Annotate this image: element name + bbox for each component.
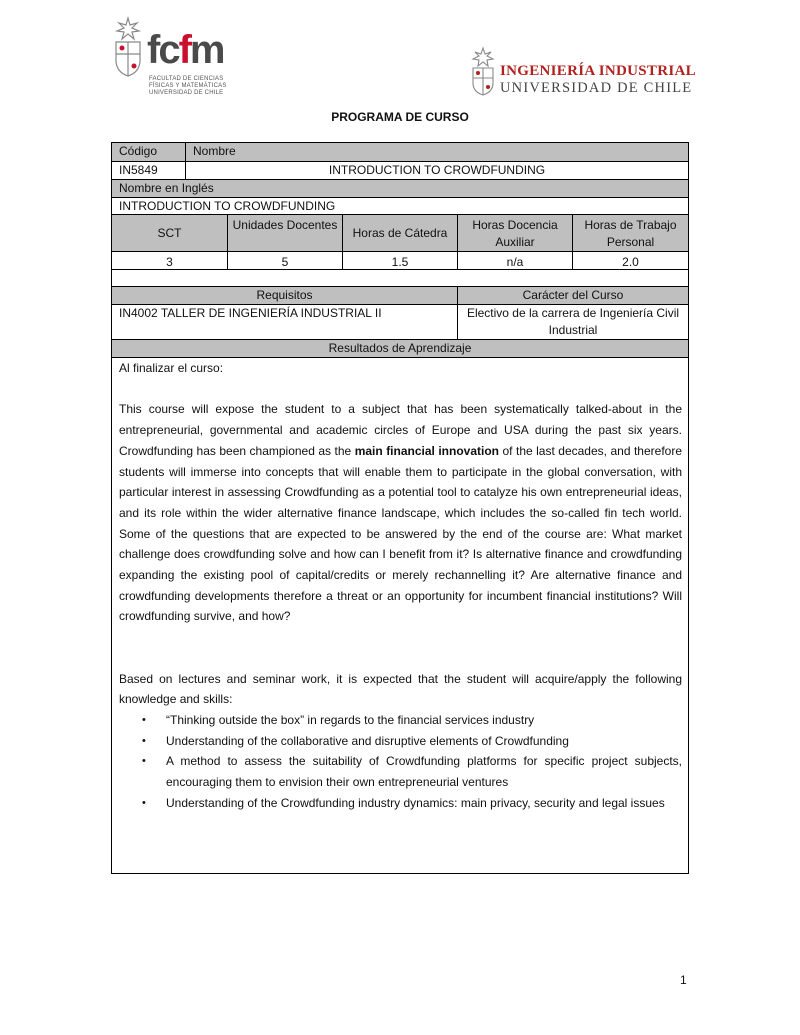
grid-line bbox=[112, 339, 688, 340]
grid-line bbox=[572, 214, 573, 269]
credits-value-personal: 2.0 bbox=[622, 255, 639, 269]
credits-value-auxiliar: n/a bbox=[506, 255, 524, 269]
logo-line-1: INGENIERÍA INDUSTRIAL bbox=[500, 63, 696, 79]
learning-outcomes-label: Resultados de Aprendizaje bbox=[112, 340, 688, 357]
requirements-value: IN4002 TALLER DE INGENIERÍA INDUSTRIAL II bbox=[119, 306, 382, 320]
fcfm-subtitle bbox=[149, 76, 244, 97]
grid-line bbox=[112, 286, 688, 287]
credits-header-sct: SCT bbox=[157, 226, 182, 240]
list-item-text: A method to assess the suitability of Crowdfunding platforms for specific project subjects, encouraging them to envision their own entrepreneurial ventures bbox=[166, 754, 682, 790]
name-label: Nombre bbox=[193, 144, 236, 158]
grid-line bbox=[342, 214, 343, 269]
fcfm-subtitle-line: FÍSICAS Y MATEMÁTICAS bbox=[149, 83, 227, 89]
grid-line bbox=[227, 214, 228, 269]
list-item-text: “Thinking outside the box” in regards to the financial services industry bbox=[166, 712, 535, 727]
grid-line bbox=[112, 269, 688, 270]
credits-header-unidades: Unidades Docentes bbox=[232, 218, 338, 232]
spacer bbox=[119, 379, 682, 400]
description-part: This course will expose the student to a subject that has been systematically talked-about in the entrepreneurial, governmental and academic circles of Europe and USA during the past six years. Crowdfunding has been championed as the bbox=[119, 402, 682, 458]
page-number: 1 bbox=[680, 973, 687, 987]
grid-line bbox=[112, 197, 688, 198]
bullet-icon: • bbox=[142, 713, 146, 726]
course-name: INTRODUCTION TO CROWDFUNDING bbox=[328, 163, 546, 177]
character-label: Carácter del Curso bbox=[458, 287, 688, 304]
grid-line bbox=[112, 304, 688, 305]
learning-outcomes-body bbox=[119, 358, 682, 813]
list-item-text: Understanding of the collaborative and disruptive elements of Crowdfunding bbox=[166, 733, 569, 748]
fcfm-logo bbox=[112, 16, 237, 98]
university-crest-icon bbox=[470, 46, 496, 96]
skills-list bbox=[119, 710, 682, 814]
grid-line bbox=[112, 251, 688, 252]
course-description bbox=[119, 399, 682, 627]
grid-line bbox=[457, 286, 458, 339]
course-code: IN5849 bbox=[119, 163, 158, 177]
brand-part-a: fc bbox=[147, 28, 179, 72]
page-title: PROGRAMA DE CURSO bbox=[331, 110, 469, 124]
list-item bbox=[119, 751, 682, 792]
english-name-label: Nombre en Inglés bbox=[112, 180, 688, 197]
university-crest-icon bbox=[112, 16, 144, 78]
skills-intro: Based on lectures and seminar work, it is expected that the student will acquire/apply the following knowledge and skills: bbox=[119, 671, 682, 707]
description-emphasis: main financial innovation bbox=[354, 443, 500, 458]
intro-text: Al finalizar el curso: bbox=[119, 361, 224, 375]
fcfm-wordmark bbox=[147, 30, 223, 70]
character-value: Electivo de la carrera de Ingeniería Civil Industrial bbox=[466, 306, 680, 337]
list-item bbox=[119, 793, 682, 814]
english-name: INTRODUCTION TO CROWDFUNDING bbox=[119, 199, 336, 213]
list-item bbox=[119, 731, 682, 752]
course-program-table bbox=[111, 142, 689, 874]
list-item-text: Understanding of the Crowdfunding industry dynamics: main privacy, security and legal issues bbox=[166, 795, 665, 810]
requirements-label: Requisitos bbox=[112, 287, 457, 304]
bullet-icon: • bbox=[142, 796, 146, 809]
grid-line bbox=[185, 143, 186, 179]
logo-line-2: UNIVERSIDAD DE CHILE bbox=[500, 80, 693, 96]
ingenieria-industrial-logo bbox=[470, 46, 696, 98]
brand-part-b: f bbox=[178, 28, 190, 72]
brand-part-c: m bbox=[189, 28, 224, 72]
bullet-icon: • bbox=[142, 734, 146, 747]
grid-line bbox=[457, 214, 458, 269]
credits-header-catedra: Horas de Cátedra bbox=[352, 226, 448, 240]
grid-line bbox=[112, 214, 688, 215]
spacer bbox=[119, 627, 682, 668]
fcfm-subtitle-line: UNIVERSIDAD DE CHILE bbox=[149, 90, 224, 96]
grid-line bbox=[112, 161, 688, 162]
credits-value-sct: 3 bbox=[166, 255, 173, 269]
list-item bbox=[119, 710, 682, 731]
grid-line bbox=[112, 179, 688, 180]
credits-value-catedra: 1.5 bbox=[391, 255, 409, 269]
code-label: Código bbox=[119, 144, 158, 158]
credits-header-auxiliar: Horas Docencia Auxiliar bbox=[472, 218, 558, 249]
description-part: of the last decades, and therefore students will immerse into concepts that will enable them to participate in the global conversation, with particular interest in assessing Crowdfunding as a potential tool to catalyze his own entrepreneurial ideas, and its role within the wider alternative finance landscape, which includes the so-called fin tech world. Some of the questions that are expected to be answered by the end of the course are: What market challenge does crowdfunding solve and how can I benefit from it? Is alternative finance and crowdfunding expanding the existing pool of capital/credits or merely rechannelling it? Are alternative finance and crowdfunding developments therefore a threat or an opportunity for incumbent financial institutions? Will crowdfunding survive, and how? bbox=[119, 443, 683, 624]
credits-header-personal: Horas de Trabajo Personal bbox=[584, 218, 677, 249]
credits-value-unidades: 5 bbox=[281, 255, 289, 269]
bullet-icon: • bbox=[142, 755, 146, 768]
fcfm-subtitle-line: FACULTAD DE CIENCIAS bbox=[149, 76, 224, 82]
